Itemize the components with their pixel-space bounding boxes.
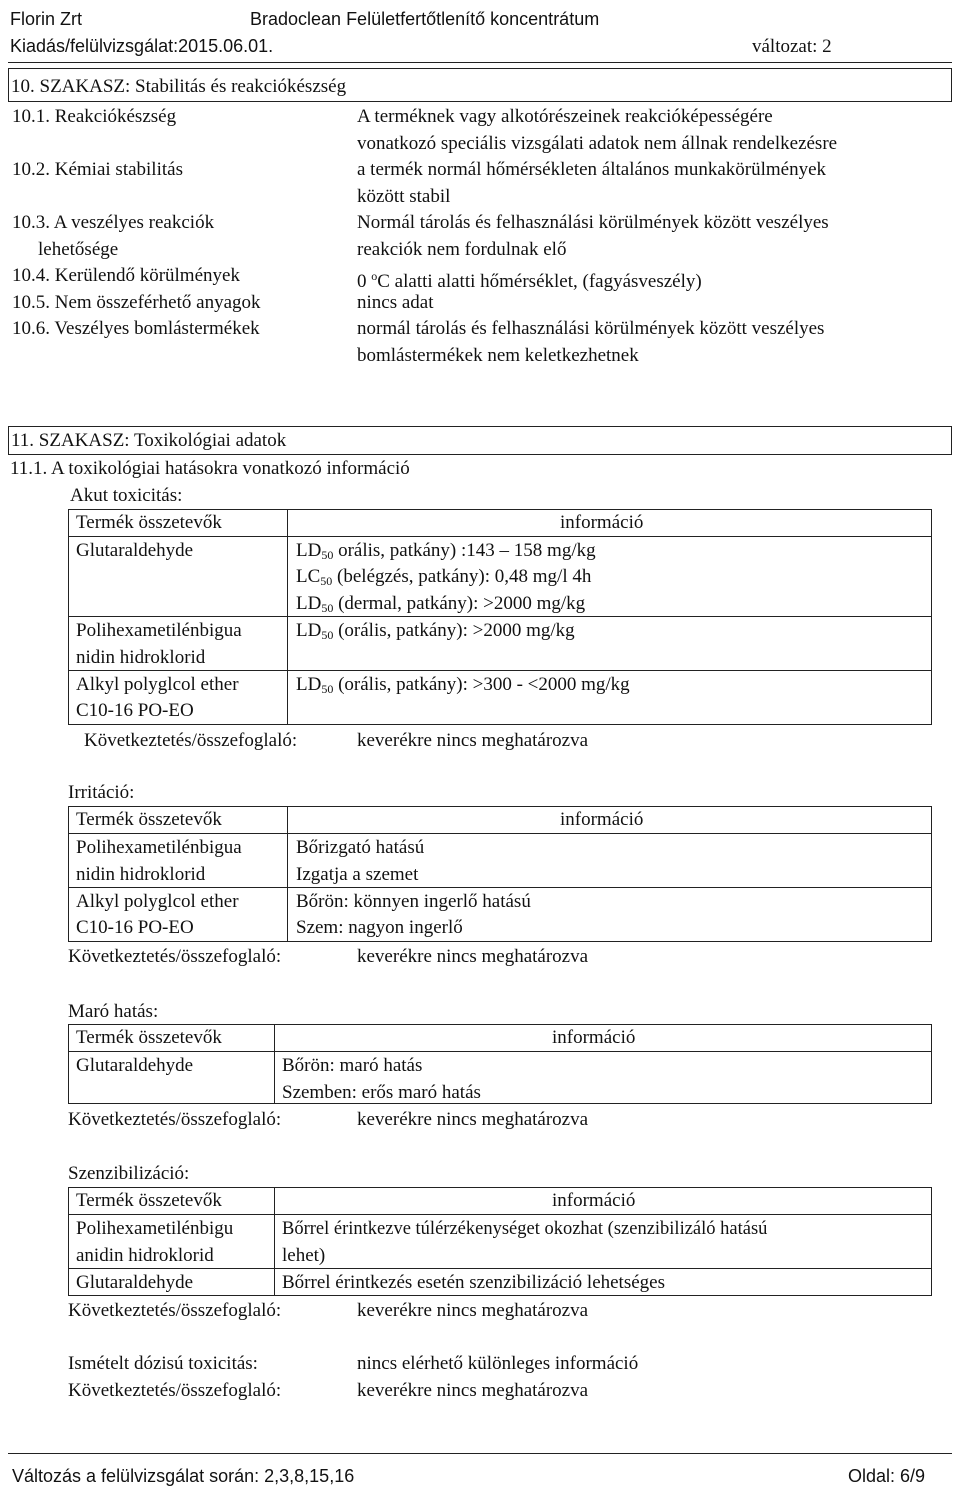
s10-item-2-text-2: között stabil xyxy=(357,186,451,207)
acute-row-1-name: Glutaraldehyde xyxy=(76,540,194,561)
sensitization-row-2-value: Bőrrel érintkezés esetén szenzibilizáció lehetséges xyxy=(282,1272,665,1293)
acute-row-2-name-1: Polihexametilénbigua xyxy=(76,620,242,641)
sensitization-conclusion-value: keverékre nincs meghatározva xyxy=(357,1300,589,1321)
section-11-subtitle: 11.1. A toxikológiai hatásokra vonatkozó információ xyxy=(10,458,410,479)
acute-row-1-value-3: $LD_{50}$ (dermal, patkány): >2000 mg/kg xyxy=(296,593,586,615)
section-10-title: 10. SZAKASZ: Stabilitás és reakciókészség xyxy=(11,76,347,97)
s10-item-3-label: 10.3. A veszélyes reakciók xyxy=(12,212,215,233)
irritation-row-2-name-1: Alkyl polyglcol ether xyxy=(76,891,239,912)
acute-table-col-divider xyxy=(287,509,288,725)
sensitization-heading: Szenzibilizáció: xyxy=(68,1163,190,1184)
corrosive-col-header-components: Termék összetevők xyxy=(76,1027,222,1048)
s10-item-4-text: 0 $^o$C alatti alatti hőmérséklet, (fagyásveszély) xyxy=(357,269,702,292)
header-divider xyxy=(8,62,952,63)
s10-item-2-label: 10.2. Kémiai stabilitás xyxy=(12,159,183,180)
sensitization-row-1-name-2: anidin hidroklorid xyxy=(76,1245,214,1266)
corrosive-conclusion-value: keverékre nincs meghatározva xyxy=(357,1109,589,1130)
corrosive-row-1-value-2: Szemben: erős maró hatás xyxy=(282,1082,481,1103)
footer-divider xyxy=(8,1453,952,1454)
acute-row-3-name-2: C10-16 PO-EO xyxy=(76,700,194,721)
sensitization-table-col-divider xyxy=(274,1187,275,1296)
sensitization-table-row-divider xyxy=(68,1268,932,1269)
sensitization-row-1-value-1: Bőrrel érintkezve túlérzékenységet okozhat (szenzibilizáló hatású xyxy=(282,1219,768,1239)
s10-item-3-label-2: lehetősége xyxy=(38,239,119,260)
s10-item-2-text-1: a termék normál hőmérsékleten általános munkakörülmények xyxy=(357,159,827,180)
sensitization-row-1-value-2: lehet) xyxy=(282,1245,326,1266)
footer-page-number: Oldal: 6/9 xyxy=(848,1466,926,1486)
acute-row-1-value-1: $LD_{50}$ orális, patkány) :143 – 158 mg/kg xyxy=(296,540,596,562)
irritation-conclusion-label: Következtetés/összefoglaló: xyxy=(68,946,282,967)
corrosive-conclusion-label: Következtetés/összefoglaló: xyxy=(68,1109,282,1130)
s10-item-6-text-1: normál tárolás és felhasználási körülmények között veszélyes xyxy=(357,318,825,339)
acute-table-row-divider xyxy=(68,536,932,537)
corrosive-row-1-name: Glutaraldehyde xyxy=(76,1055,194,1076)
acute-conclusion-value: keverékre nincs meghatározva xyxy=(357,730,589,751)
irritation-table-row-divider xyxy=(68,887,932,888)
irritation-row-1-name-1: Polihexametilénbigua xyxy=(76,837,242,858)
irritation-table-row-divider xyxy=(68,833,932,834)
corrosive-table-row-divider xyxy=(68,1051,932,1052)
sensitization-col-header-components: Termék összetevők xyxy=(76,1190,222,1211)
irritation-row-2-value-2: Szem: nagyon ingerlő xyxy=(296,917,463,938)
section-11-title-box xyxy=(8,426,952,455)
acute-col-header-components: Termék összetevők xyxy=(76,512,222,533)
s10-item-5-text: nincs adat xyxy=(357,292,434,313)
acute-col-header-info: információ xyxy=(560,512,644,533)
header-version: változat: 2 xyxy=(752,36,832,57)
s10-item-6-text-2: bomlástermékek nem keletkezhetnek xyxy=(357,345,639,366)
sensitization-table-row-divider xyxy=(68,1214,932,1215)
header-company: Florin Zrt xyxy=(10,9,82,29)
s10-item-1-text-1: A terméknek vagy alkotórészeinek reakcióképességére xyxy=(357,106,773,127)
repeated-dose-value: nincs elérhető különleges információ xyxy=(357,1353,639,1374)
corrosive-heading: Maró hatás: xyxy=(68,1001,159,1022)
irritation-table-col-divider xyxy=(287,806,288,942)
s10-item-1-label: 10.1. Reakciókészség xyxy=(12,106,177,127)
acute-heading: Akut toxicitás: xyxy=(70,485,183,506)
irritation-col-header-info: információ xyxy=(560,809,644,830)
corrosive-table-col-divider xyxy=(274,1024,275,1104)
footer-changes: Változás a felülvizsgálat során: 2,3,8,15,16 xyxy=(12,1466,355,1486)
corrosive-col-header-info: információ xyxy=(552,1027,636,1048)
s10-item-1-text-2: vonatkozó speciális vizsgálati adatok nem állnak rendelkezésre xyxy=(357,133,838,154)
irritation-row-1-value-2: Izgatja a szemet xyxy=(296,864,419,885)
sensitization-conclusion-label: Következtetés/összefoglaló: xyxy=(68,1300,282,1321)
repeated-conclusion-value: keverékre nincs meghatározva xyxy=(357,1380,589,1401)
s10-item-6-label: 10.6. Veszélyes bomlástermékek xyxy=(12,318,260,339)
sensitization-col-header-info: információ xyxy=(552,1190,636,1211)
acute-conclusion-label: Következtetés/összefoglaló: xyxy=(84,730,298,751)
s10-item-3-text-2: reakciók nem fordulnak elő xyxy=(357,239,567,260)
irritation-row-1-value-1: Bőrizgató hatású xyxy=(296,837,425,858)
s10-item-3-text-1: Normál tárolás és felhasználási körülmények között veszélyes xyxy=(357,212,829,233)
irritation-col-header-components: Termék összetevők xyxy=(76,809,222,830)
header-issue-date: Kiadás/felülvizsgálat:2015.06.01. xyxy=(10,36,274,56)
sensitization-row-1-name-1: Polihexametilénbigu xyxy=(76,1218,234,1239)
s10-item-5-label: 10.5. Nem összeférhető anyagok xyxy=(12,292,261,313)
header-product: Bradoclean Felületfertőtlenítő koncentrátum xyxy=(250,9,600,29)
sensitization-row-2-name: Glutaraldehyde xyxy=(76,1272,194,1293)
acute-row-3-value: $LD_{50}$ (orális, patkány): >300 - <2000 mg/kg xyxy=(296,674,630,696)
acute-row-3-name-1: Alkyl polyglcol ether xyxy=(76,674,239,695)
acute-table-row-divider xyxy=(68,670,932,671)
irritation-row-2-name-2: C10-16 PO-EO xyxy=(76,917,194,938)
section-10-title-box xyxy=(8,68,952,102)
irritation-row-1-name-2: nidin hidroklorid xyxy=(76,864,206,885)
irritation-row-2-value-1: Bőrön: könnyen ingerlő hatású xyxy=(296,891,531,912)
acute-row-2-name-2: nidin hidroklorid xyxy=(76,647,206,668)
corrosive-row-1-value-1: Bőrön: maró hatás xyxy=(282,1055,423,1076)
acute-row-2-value: $LD_{50}$ (orális, patkány): >2000 mg/kg xyxy=(296,620,575,642)
s10-item-4-label: 10.4. Kerülendő körülmények xyxy=(12,265,240,286)
section-11-title: 11. SZAKASZ: Toxikológiai adatok xyxy=(11,430,287,451)
repeated-dose-label: Ismételt dózisú toxicitás: xyxy=(68,1353,258,1374)
irritation-conclusion-value: keverékre nincs meghatározva xyxy=(357,946,589,967)
repeated-conclusion-label: Következtetés/összefoglaló: xyxy=(68,1380,282,1401)
acute-row-1-value-2: $LC_{50}$ (belégzés, patkány): 0,48 mg/l 4h xyxy=(296,566,592,588)
irritation-heading: Irritáció: xyxy=(68,782,135,803)
